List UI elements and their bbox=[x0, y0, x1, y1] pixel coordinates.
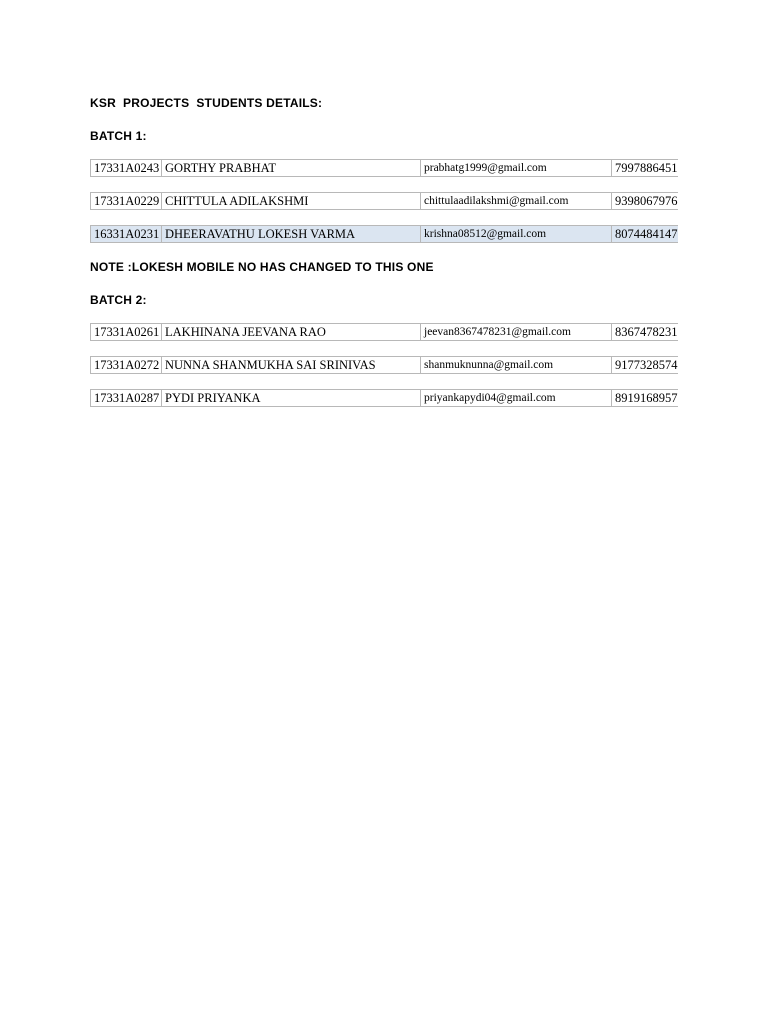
student-id: 17331A0243 bbox=[90, 160, 162, 176]
student-name: GORTHY PRABHAT bbox=[162, 160, 421, 176]
student-phone: 7997886451 bbox=[615, 161, 678, 175]
student-phone: 8367478231 bbox=[615, 325, 678, 339]
student-email: priyankapydi04@gmail.com bbox=[421, 390, 612, 406]
student-phone: 9177328574 bbox=[615, 358, 678, 372]
student-name: LAKHINANA JEEVANA RAO bbox=[162, 324, 421, 340]
student-phone: 8074484147 bbox=[615, 227, 678, 241]
student-email: prabhatg1999@gmail.com bbox=[421, 160, 612, 176]
student-id: 17331A0261 bbox=[90, 324, 162, 340]
student-id: 17331A0272 bbox=[90, 357, 162, 373]
student-phone: 8919168957 bbox=[615, 391, 678, 405]
table-row bbox=[90, 192, 678, 210]
student-email: chittulaadilakshmi@gmail.com bbox=[421, 193, 612, 209]
page-title: KSR PROJECTS STUDENTS DETAILS: bbox=[90, 96, 323, 110]
table-row bbox=[90, 389, 678, 407]
student-email: krishna08512@gmail.com bbox=[421, 226, 612, 242]
table-row bbox=[90, 225, 678, 243]
student-name: PYDI PRIYANKA bbox=[162, 390, 421, 406]
student-phone: 9398067976 bbox=[615, 194, 678, 208]
student-email: shanmuknunna@gmail.com bbox=[421, 357, 612, 373]
student-email: jeevan8367478231@gmail.com bbox=[421, 324, 612, 340]
batch-1-label: BATCH 1: bbox=[90, 129, 147, 143]
table-row bbox=[90, 356, 678, 374]
batch-2-label: BATCH 2: bbox=[90, 293, 147, 307]
note-text: NOTE :LOKESH MOBILE NO HAS CHANGED TO THIS ONE bbox=[90, 260, 434, 274]
table-row bbox=[90, 323, 678, 341]
student-name: CHITTULA ADILAKSHMI bbox=[162, 193, 421, 209]
student-name: NUNNA SHANMUKHA SAI SRINIVAS bbox=[162, 357, 421, 373]
table-row bbox=[90, 159, 678, 177]
student-name: DHEERAVATHU LOKESH VARMA bbox=[162, 226, 421, 242]
student-id: 17331A0287 bbox=[90, 390, 162, 406]
student-id: 17331A0229 bbox=[90, 193, 162, 209]
student-id: 16331A0231 bbox=[90, 226, 162, 242]
